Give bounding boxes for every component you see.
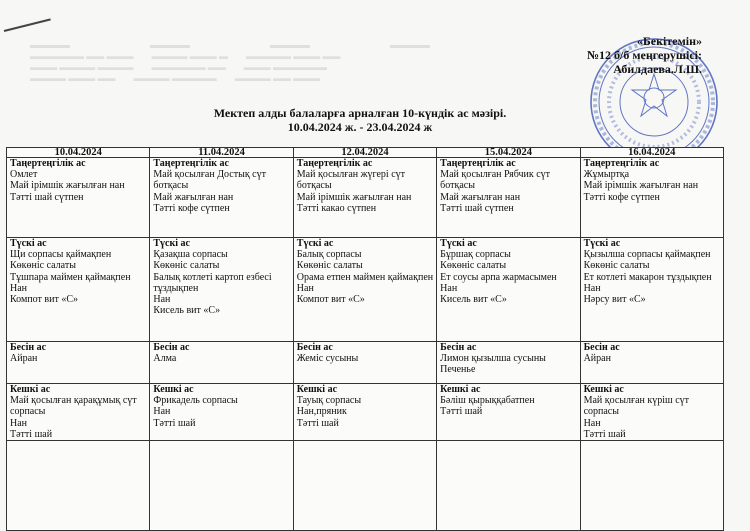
dish-item: Жеміс сусыны (296, 353, 359, 365)
dish-item: Щи сорпасы қаймақпен (10, 249, 112, 261)
date-header: 15.04.2024 (437, 148, 580, 158)
approval-block (587, 34, 702, 76)
date-header-row (7, 148, 724, 158)
dish-item: Нан,пряник (296, 406, 347, 418)
dish-item: Нәрсу вит «С» (583, 294, 646, 306)
dish-item: Май қосылған Достық сүт ботқасы (153, 169, 266, 192)
dish-item: Айран (583, 353, 611, 365)
menu-cell (7, 384, 150, 441)
dish-item: Тәтті кофе сүтпен (153, 202, 230, 214)
dish-item: Кисель вит «С» (153, 305, 221, 317)
meal-heading: Кешкі ас (583, 384, 624, 395)
dish-item: Нан (583, 417, 601, 429)
dish-item: Тәтті шай (153, 417, 196, 429)
dish-item: Қызылша сорпасы қаймақпен (583, 249, 711, 261)
meal-heading: Таңертеңгілік ас (296, 158, 373, 169)
dish-item: Тәтті шай сүтпен (10, 191, 84, 203)
date-header: 11.04.2024 (150, 148, 293, 158)
approval-heading: «Бекітемін» (636, 34, 702, 48)
approval-position: №12 б/б меңгерушісі: (586, 48, 702, 62)
menu-cell (293, 238, 436, 342)
dish-item: Көкөніс салаты (153, 260, 220, 272)
dish-item: Нан (10, 282, 28, 294)
empty-cell (437, 441, 580, 531)
menu-cell (580, 342, 723, 384)
menu-period: 10.04.2024 ж. - 23.04.2024 ж (287, 120, 433, 134)
menu-cell (150, 238, 293, 342)
dish-item: Омлет (10, 169, 38, 181)
meal-heading: Түскі ас (153, 238, 190, 249)
dish-item: Балық сорпасы (296, 249, 362, 261)
dish-item: Тәтті шай сүтпен (440, 202, 514, 214)
dish-item: Бұршақ сорпасы (440, 249, 511, 261)
scan-corner-mark (4, 18, 51, 32)
dish-item: Печенье (440, 364, 476, 376)
dish-item: Нан (153, 294, 171, 306)
dish-item: Жұмыртқа (583, 169, 630, 181)
lunch-row (7, 238, 724, 342)
meal-heading: Кешкі ас (296, 384, 338, 395)
menu-title: Мектеп алды балаларға арналған 10-күндік ас мәзірі. (213, 106, 507, 120)
menu-cell (580, 158, 723, 238)
menu-cell (437, 384, 580, 441)
menu-cell (150, 342, 293, 384)
menu-cell (293, 342, 436, 384)
meal-heading: Бесін ас (440, 342, 477, 353)
meal-heading: Бесін ас (583, 342, 620, 353)
dish-item: Тауық сорпасы (296, 395, 362, 407)
dish-item: Ет котлеті макарон тұздықпен (583, 271, 712, 283)
empty-cell (293, 441, 436, 531)
meal-heading: Кешкі ас (440, 384, 481, 395)
menu-cell (150, 384, 293, 441)
dish-item: Бәліш қырыққабатпен (440, 395, 535, 407)
dish-item: Май ірімшік жағылған нан (10, 180, 125, 192)
menu-cell (7, 158, 150, 238)
bleed-through-texture: ▬▬▬▬ ▬▬▬▬ ▬▬▬▬ ▬▬▬▬ ▬▬▬▬▬▬ ▬▬ ▬▬▬ ▬▬▬▬ ▬▬▬ ▬ ▬▬▬▬▬ ▬▬▬ ▬▬ ▬▬▬ ▬▬▬▬ ▬▬▬▬ ▬▬▬▬▬▬ ▬▬ ▬▬▬ ▬▬▬▬▬▬ ▬▬▬▬ ▬▬▬ ▬▬ ▬▬▬▬ ▬▬▬▬▬ ▬▬▬▬ ▬▬ ▬▬▬ (30, 40, 430, 83)
dish-item: Алма (153, 353, 177, 365)
dish-item: Компот вит «С» (296, 294, 365, 306)
meal-heading: Кешкі ас (10, 384, 51, 395)
dish-item: Тәтті шай (440, 406, 483, 418)
meal-heading: Түскі ас (10, 238, 47, 249)
dish-item: Кисель вит «С» (440, 294, 507, 306)
empty-cell (580, 441, 723, 531)
meal-heading: Түскі ас (440, 238, 477, 249)
meal-heading: Бесін ас (296, 342, 333, 353)
breakfast-row (7, 158, 724, 238)
dish-item: Май жағылған нан (153, 191, 234, 203)
dish-item: Нан (296, 282, 314, 294)
dish-item: Айран (10, 353, 38, 365)
meal-heading: Бесін ас (10, 342, 47, 353)
empty-row (7, 441, 724, 531)
menu-cell (7, 238, 150, 342)
dish-item: Компот вит «С» (10, 294, 79, 306)
approval-name: Абилдаева.Л.Ш. (613, 62, 702, 76)
date-header: 16.04.2024 (580, 148, 723, 158)
dish-item: Лимон қызылша сусыны (440, 353, 546, 365)
menu-cell (7, 342, 150, 384)
dish-item: Көкөніс салаты (296, 260, 363, 272)
menu-table (6, 147, 724, 531)
dish-item: Көкөніс салаты (10, 260, 76, 272)
meal-heading: Түскі ас (583, 238, 621, 249)
snack-row (7, 342, 724, 384)
meal-heading: Түскі ас (296, 238, 334, 249)
dish-item: Май қосылған қарақұмық сүт сорпасы (10, 395, 137, 418)
dish-item: Нан (10, 417, 28, 429)
empty-cell (150, 441, 293, 531)
dish-item: Нан (583, 282, 601, 294)
dish-item: Май қосылған күріш сүт сорпасы (583, 395, 690, 418)
dish-item: Май қосылған жүгері сүт ботқасы (296, 169, 406, 192)
menu-cell (293, 384, 436, 441)
meal-heading: Таңертеңгілік ас (440, 158, 516, 169)
dish-item: Орама етпен маймен қаймақпен (296, 271, 434, 283)
dish-item: Тәтті кофе сүтпен (583, 191, 660, 203)
dish-item: Тәтті шай (10, 428, 53, 440)
menu-cell (150, 158, 293, 238)
meal-heading: Таңертеңгілік ас (10, 158, 86, 169)
dish-item: Нан (153, 406, 171, 418)
dish-item: Балық котлеті картоп езбесі тұздықпен (153, 271, 272, 294)
dish-item: Тұшпара маймен қаймақпен (10, 271, 131, 283)
empty-cell (7, 441, 150, 531)
dish-item: Нан (440, 282, 458, 294)
menu-cell (580, 384, 723, 441)
meal-heading: Кешкі ас (153, 384, 194, 395)
menu-cell (580, 238, 723, 342)
meal-heading: Бесін ас (153, 342, 190, 353)
date-header: 10.04.2024 (7, 148, 150, 158)
dish-item: Көкөніс салаты (583, 260, 650, 272)
dish-item: Май ірімшік жағылған нан (583, 180, 699, 192)
menu-cell (293, 158, 436, 238)
dish-item: Фрикадель сорпасы (153, 395, 238, 407)
dish-item: Май ірімшік жағылған нан (296, 191, 412, 203)
dish-item: Ет соусы арпа жармасымен (440, 271, 557, 283)
dinner-row (7, 384, 724, 441)
dish-item: Тәтті шай (583, 428, 626, 440)
date-header: 12.04.2024 (293, 148, 436, 158)
menu-cell (437, 158, 580, 238)
dish-item: Тәтті шай (296, 417, 339, 429)
dish-item: Май қосылған Рябчик сүт ботқасы (440, 169, 551, 192)
dish-item: Тәтті какао сүтпен (296, 202, 377, 214)
menu-cell (437, 342, 580, 384)
menu-cell (437, 238, 580, 342)
dish-item: Қазақша сорпасы (153, 249, 228, 261)
meal-heading: Таңертеңгілік ас (583, 158, 660, 169)
dish-item: Көкөніс салаты (440, 260, 507, 272)
meal-heading: Таңертеңгілік ас (153, 158, 229, 169)
dish-item: Май жағылған нан (440, 191, 521, 203)
